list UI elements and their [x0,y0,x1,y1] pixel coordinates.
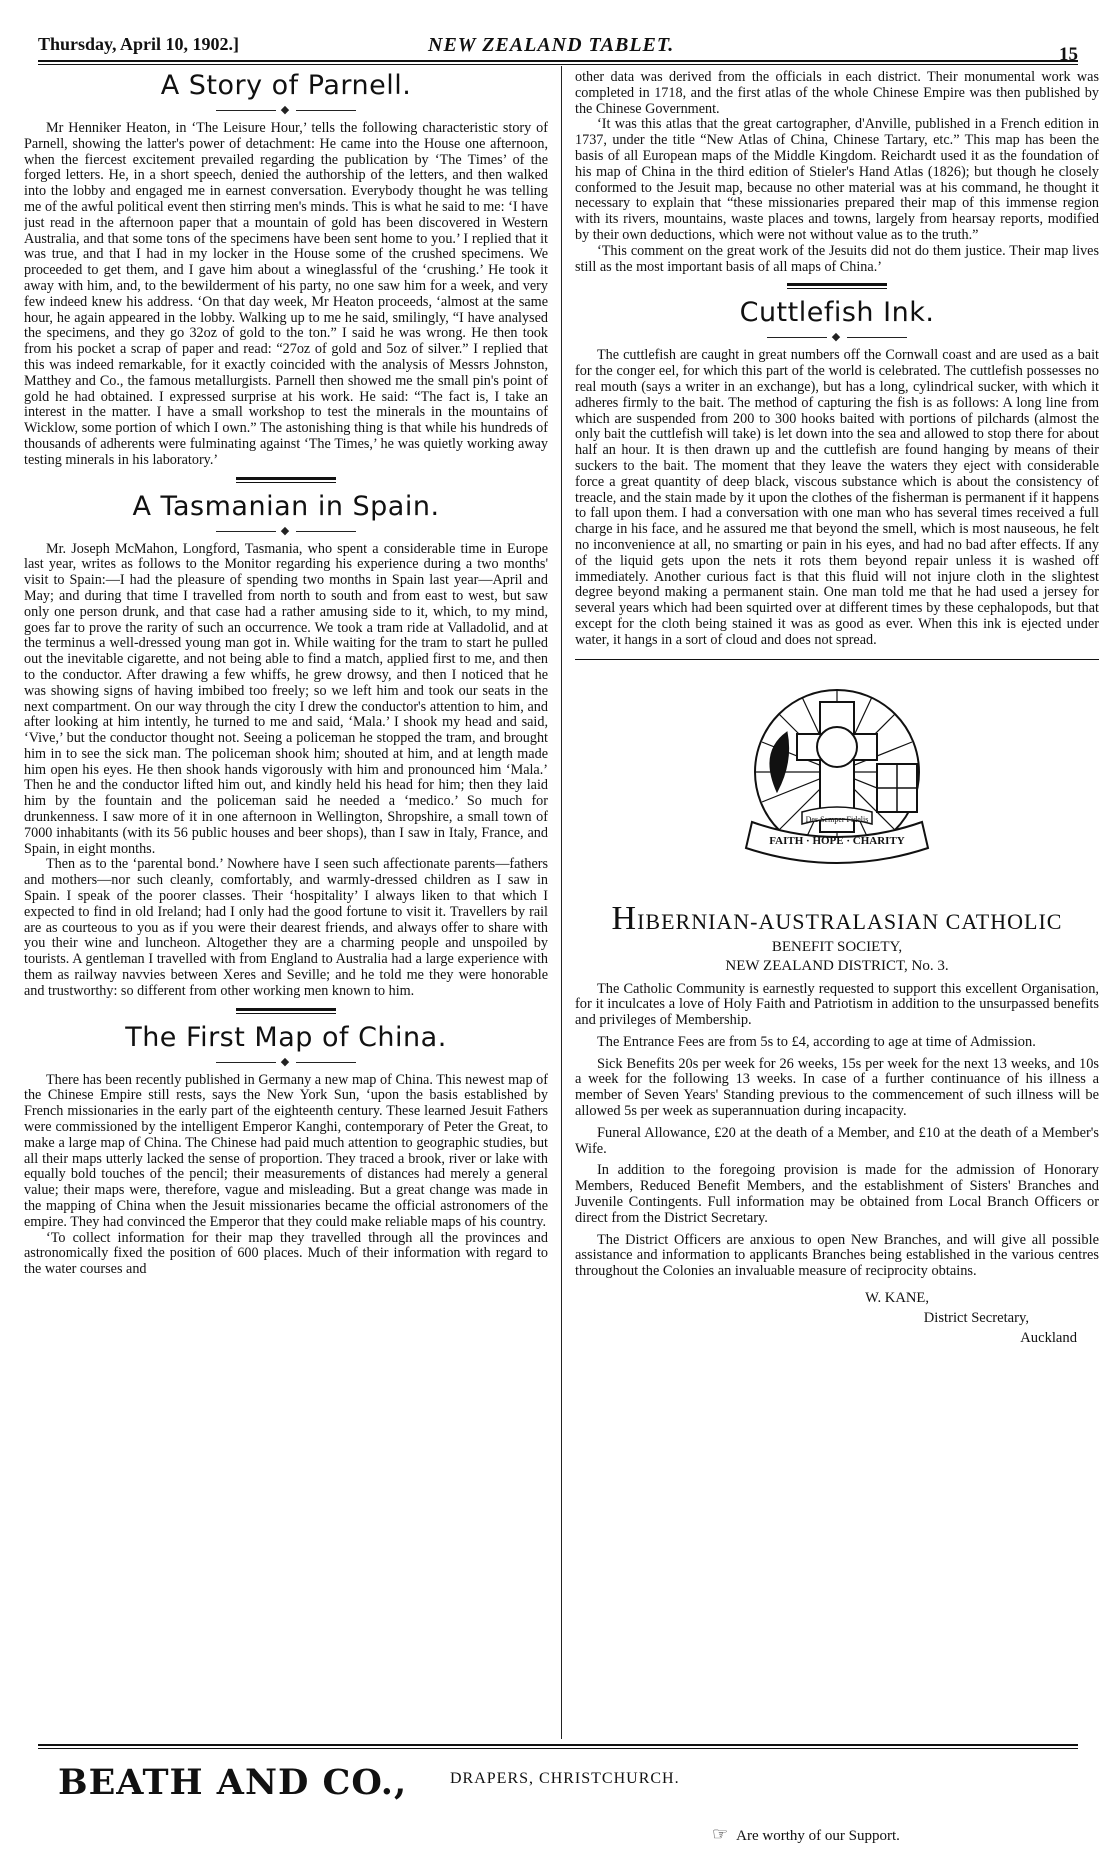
article-title: A Story of Parnell. [160,70,412,101]
article-paragraph: Mr. Joseph McMahon, Longford, Tasmania, who spent a considerable time in Europe last year, writes as follows to the Monitor regarding his experience during a two months' visit to Spain:—I had the pleasure of spending two months in Spain last year—April and May; and during that time I travelled from north to south and from east to west, but saw only one person drunk, and that case had a rather amusing side to it, which, to my mind, goes far to prove the rarity of such an occurrence. We took a tram ride at Valladolid, and at the terminus a well-dressed young man got in. While waiting for the tram to start he pulled out the inevitable cigarette, and not being able to find a match, applied first to me, and then to the conductor. After drawing a few whiffs, he grew drowsy, and then I noticed that he was showing signs of having imbibed too freely; so we left him and took our seats in the next compartment. On our way through the city I drew the conductor's attention to him, and after looking at him intently, he turned to me and said, ‘Mala.’ I shook my head and said, ‘Vive,’ but the conductor thought not. Seeing a policeman he stopped the tram, and brought him in to see the sick man. The policeman shook him; shouted at him, and at length made him open his eyes. He then shook hands vigorously with him and pronounced him ‘Mala.’ Then he and the conductor lifted him out, and kindly held his head for him; then they laid him by the fountain and the policeman said he needed a ‘medico.’ So much for drunkenness. I saw more of it in one afternoon in Wellington, Shropshire, a small town of 7000 inhabitants (with its 56 public houses and beer shops), than I saw in Italy, France, and Spain, in eight months. [24,540,548,857]
article-cuttlefish [575,297,1099,648]
article-paragraph: ‘It was this atlas that the great cartographer, d'Anville, published in a French edition in 1737, under the title “New Atlas of China, Chinese Tartary, etc.” This map has been the basis of all European maps of the Middle Kingdom. Reichardt used it as the foundation of his map of China in the third edition of Stieler's Hand Atlas (1826); but though he closely conformed to the Jesuit map, because no other material was at his command, he thought it necessary to explain that “these missionaries prepared their map of this immense region with its rivers, mountains, waste places and towns, largely from hearsay reports, modified by their own deductions, which were not without value as to the truth.” [575,116,1099,243]
article-separator [787,283,887,289]
article-paragraph: There has been recently published in Germany a new map of China. This newest map of the Chinese Empire still rests, says the New York Sun, ‘upon the basis established by French missionaries in the early part of the eighteenth century. These learned Jesuit Fathers were commissioned by the intelligent Emperor Kanghi, contemporary of Peter the Great, to make a large map of China. The Chinese had paid much attention to geographic studies, but all their maps utterly lacked the sense of proportion. They traced a brook, river or lake with equally bold touches of the pencil; their measurements of distances had merely a general value; their maps were, therefore, vague and misleading. But a great change was made in the mapping of China when the Jesuit missionaries became the official astronomers of the empire. They had convinced the Emperor that they could make reliable maps of his country. [24,1071,548,1230]
title-ornament: ◆ [24,1055,548,1069]
article-title: The First Map of China. [125,1021,447,1053]
pointing-hand-icon: ☞ [712,1824,729,1844]
article-title: A Tasmanian in Spain. [132,490,440,522]
page-number: 15 [1059,44,1078,65]
article-title: Cuttlefish Ink. [739,297,935,329]
publication-title: NEW ZEALAND TABLET. [428,34,675,56]
hibernian-emblem-icon [692,672,982,892]
emblem-motto: FAITH · HOPE · CHARITY [769,834,905,847]
advert-hibernian [575,672,1099,1349]
title-ornament: ◆ [24,524,548,538]
page-header [38,34,1078,65]
article-china [24,1022,548,1278]
society-district: NEW ZEALAND DISTRICT, No. 3. [725,957,949,974]
advert-paragraph: Sick Benefits 20s per week for 26 weeks, 15s per week for the next 13 weeks, and 10s a week for the following 13 weeks. In case of a further continuance of his illness a member of Seven Years' Standing previous to the commencement of such illness will be allowed 5s per week as superannuation during incapacity. [575,1055,1099,1120]
right-column [575,70,1099,1740]
emblem-harp [770,732,789,792]
support-text: Are worthy of our Support. [736,1828,900,1844]
footer-rule-thin [38,1748,1078,1749]
advert-rule [575,659,1099,660]
society-title [575,900,1099,938]
article-paragraph: ‘To collect information for their map they travelled through all the provinces and astronomically fixed the position of 600 places. Much of their information with regard to the water courses and [24,1229,548,1278]
left-column [24,70,548,1740]
issue-date: Thursday, April 10, 1902.] [38,34,240,54]
article-paragraph: other data was derived from the officials in each district. Their monumental work was completed in 1718, and the first atlas of the whole Chinese Empire was then published by the Chinese Government. [575,70,1099,117]
article-separator [236,1008,336,1014]
advert-paragraph: The Catholic Community is earnestly requested to support this excellent Organisation, for it inculcates a love of Holy Faith and Patriotism in addition to the unsurpassed benefits and privileges of Membership. [575,980,1099,1029]
signature-name: W. KANE, [865,1290,929,1307]
header-rule [38,60,1078,62]
advert-paragraph: The Entrance Fees are from 5s to £4, according to age at time of Admission. [597,1033,1036,1050]
article-paragraph: The cuttlefish are caught in great numbers off the Cornwall coast and are used as a bait for the conger eel, for which this part of the world is celebrated. The cuttlefish possesses no real mouth (says a writer in an exchange), but has a long, cylindrical sucker, with which it adheres firmly to the bait. The method of capturing the fish is as follows: A long line from which are suspended from 200 to 300 hooks baited with portions of pilchards (almost the only bait the cuttlefish will take) is let down into the sea and allowed to stop there for about half an hour. It is then drawn up and the cuttlefish are found hanging by means of their suckers to the bait. The moment that they leave the waters they eject with considerable force a great quantity of deep black, viscous substance which is about the consistency of treacle, and the stain made by it upon the clothes of the fisherman is permanent if it happens to fall upon them. I had a conversation with one man who has several times received a full charge in his face, and he assured me that beyond the smell, which is most nauseous, he felt no inconvenience at all, no smarting or pain in his eyes, and had no bad after effects. If any of the liquid gets upon the nets it rots them beyond repair unless it is washed off immediately. Another curious fact is that this fluid will not injure cloth in the slightest degree beyond making a permanent stain. One man told me that he had used a jersey for several years which had been squirted over at different times by these cephalopods, but that except for the cloth being stained it was as good as ever. When this ink is ejected under water, it hangs in a sort of cloud and does not spread. [575,347,1099,648]
article-paragraph: ‘This comment on the great work of the Jesuits did not do them justice. Their map lives still as the most important basis of all maps of China.’ [575,242,1099,275]
column-divider [561,66,562,1739]
article-separator [236,477,336,483]
society-subtitle: BENEFIT SOCIETY, [771,938,903,955]
emblem-motto-top: Des Semper Fidelis [805,814,869,824]
society-name: IBERNIAN-AUSTRALASIAN CATHOLIC [637,908,1063,934]
signature-title: District Secretary, [923,1310,1029,1327]
article-paragraph: Then as to the ‘parental bond.’ Nowhere have I seen such affectionate parents—fathers and mothers—nor such cleanly, comfortably, and warmly-dressed children as I saw in Spain. I speak of the poorer classes. Their ‘hospitality’ I always liken to that which I expected to find in old Ireland; had I only had the good fortune to visit it. Travellers by rail are as courteous to you as if you were their dearest friends, and always offer to share with you their wine and luncheon. Altogether they are a charming people and unspoiled by tourists. A gentleman I travelled with from England to Australia had a large experience with them as railway navvies between Xeres and Seville; and he told me they were honorable and trustworthy: so different from other working men known to him. [24,856,548,999]
header-rule-thin [38,64,1078,65]
support-line [712,1824,900,1845]
advert-paragraph: Funeral Allowance, £20 at the death of a Member, and £10 at the death of a Member's Wife. [575,1124,1099,1157]
article-parnell [24,70,548,469]
title-ornament: ◆ [575,330,1099,344]
article-tasmanian [24,491,548,1000]
title-ornament: ◆ [24,103,548,117]
article-china-continued [575,70,1099,275]
advertiser-trade: DRAPERS, CHRISTCHURCH. [450,1770,680,1787]
signature-place: Auckland [1020,1330,1077,1347]
advertiser-name: BEATH AND CO., [58,1762,408,1803]
society-dropcap: H [611,899,638,937]
advert-paragraph: In addition to the foregoing provision is made for the admission of Honorary Members, Reduced Benefit Members, and the establishment of Sisters' Branches and Juvenile Contingents. Full information may be obtained from Local Branch Officers or direct from the District Secretary. [575,1162,1099,1226]
article-paragraph: Mr Henniker Heaton, in ‘The Leisure Hour,’ tells the following characteristic story of Parnell, showing the latter's power of detachment: He came into the House one afternoon, when the fiercest excitement prevailed regarding the publication by ‘The Times’ of the forged letters. He, in a short speech, denied the authorship of the letters, and then walked into the lobby and engaged me in earnest conversation. Everybody thought he was telling me of the awful political event then stirring men's minds. This is what he said to me: ‘I have just read in the afternoon paper that a mountain of gold has been discovered in Western Australia, and that some tons of the specimens have been sent home to you.’ I replied that it was true, and that I had in my locker in the House some of the crushed specimens. We proceeded to get them, and I gave him about a wineglassful of the ‘crushing.’ He took it away with him, and, to the bewilderment of his party, no one saw him for a week, and very few indeed knew his address. ‘On that day week, Mr Heaton proceeds, ‘almost at the same hour, he again appeared in the lobby. Walking up to me he said, smilingly, “I have analysed the specimens, and they go 32oz of gold to the ton.” I said he was wrong. He then took from his pocket a scrap of paper and read: “27oz of gold and 5oz of silver.” I replied that this was indeed remarkable, for it exactly coincided with the analysis of Messrs Johnston, Matthey and Co., the famous metallurgists. Parnell then showed me the small pin's point of gold he had obtained. I expressed surprise at his work. He said: “The fact is, I take an interest in the matter. I have a small workshop to test the minerals in the mountains of Wicklow, some portion of which I own.” The astonishing thing is that while his hundreds of thousands of adherents were fulminating against ‘The Times,’ he was quietly working away testing minerals in his laboratory.’ [24,120,548,468]
footer-rule [38,1744,1078,1746]
signature-block [575,1288,1099,1348]
advert-paragraph: The District Officers are anxious to open New Branches, and will give all possible assistance and information to applicants Branches being established in the various centres throughout the Colonies an invaluable measure of reciprocity obtains. [575,1231,1099,1280]
